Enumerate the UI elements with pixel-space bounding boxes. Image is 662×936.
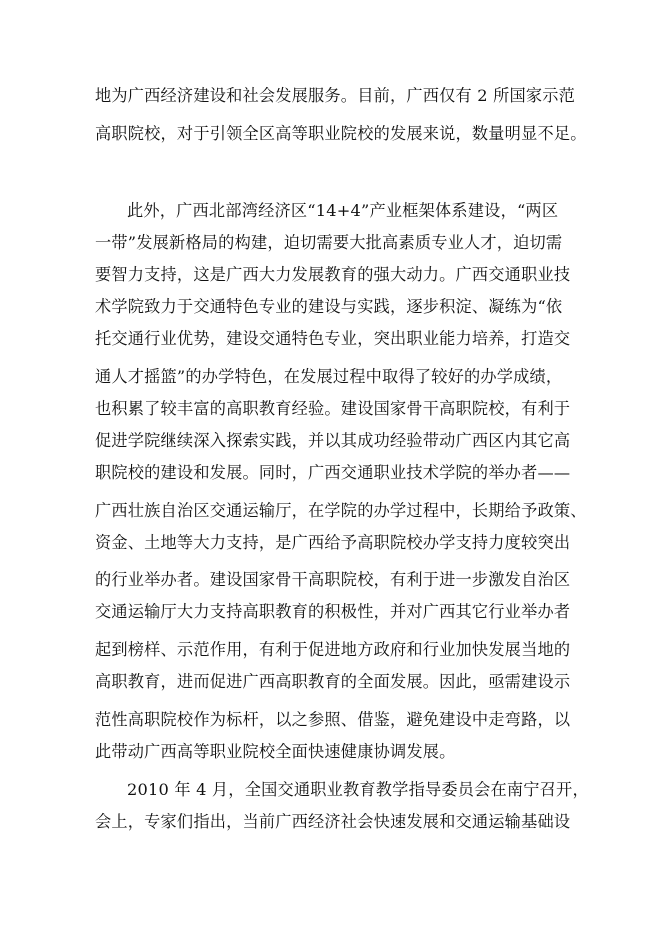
paragraph-2-line-16: 范性高职院校作为标杆，以之参照、借鉴，避免建设中走弯路，以 [95, 710, 571, 729]
paragraph-2-line-10: 广西壮族自治区交通运输厅，在学院的办学过程中，长期给予政策、 [95, 501, 587, 520]
paragraph-2-line-11: 资金、土地等大力支持，是广西给予高职院校办学支持力度较突出 [95, 533, 571, 552]
paragraph-2-line-2: 一带”发展新格局的构建，迫切需要大批高素质专业人才，迫切需 [95, 233, 563, 252]
paragraph-3-line-2: 会上，专家们指出，当前广西经济社会快速发展和交通运输基础设 [95, 812, 571, 831]
paragraph-2-line-17: 此带动广西高等职业院校全面快速健康协调发展。 [95, 742, 456, 761]
paragraph-2-line-4: 术学院致力于交通特色专业的建设与实践，逐步积淀、凝练为“依 [95, 297, 563, 316]
paragraph-2-line-1: 此外，广西北部湾经济区“14+4”产业框架体系建设，“两区 [127, 201, 559, 220]
paragraph-3-line-1: 2010 年 4 月，全国交通职业教育教学指导委员会在南宁召开， [127, 780, 589, 799]
paragraph-2-line-5: 托交通行业优势，建设交通特色专业，突出职业能力培养，打造交 [95, 329, 571, 348]
paragraph-2-line-8: 促进学院继续深入探索实践，并以其成功经验带动广西区内其它高 [95, 431, 571, 450]
paragraph-2-line-9: 职院校的建设和发展。同时，广西交通职业技术学院的举办者—— [95, 463, 571, 482]
paragraph-2-line-3: 要智力支持，这是广西大力发展教育的强大动力。广西交通职业技 [95, 265, 571, 284]
paragraph-1-line-1: 地为广西经济建设和社会发展服务。目前，广西仅有 2 所国家示范 [95, 86, 576, 105]
paragraph-1-line-2: 高职院校，对于引领全区高等职业院校的发展来说，数量明显不足。 [95, 124, 587, 143]
paragraph-2-line-7: 也积累了较丰富的高职教育经验。建设国家骨干高职院校，有利于 [95, 399, 571, 418]
paragraph-2-line-6: 通人才摇篮”的办学特色，在发展过程中取得了较好的办学成绩， [95, 367, 563, 386]
paragraph-2-line-14: 起到榜样、示范作用，有利于促进地方政府和行业加快发展当地的 [95, 640, 571, 659]
paragraph-2-line-12: 的行业举办者。建设国家骨干高职院校，有利于进一步激发自治区 [95, 570, 571, 589]
paragraph-2-line-15: 高职教育，进而促进广西高职教育的全面发展。因此，亟需建设示 [95, 672, 571, 691]
paragraph-2-line-13: 交通运输厅大力支持高职教育的积极性，并对广西其它行业举办者 [95, 602, 571, 621]
